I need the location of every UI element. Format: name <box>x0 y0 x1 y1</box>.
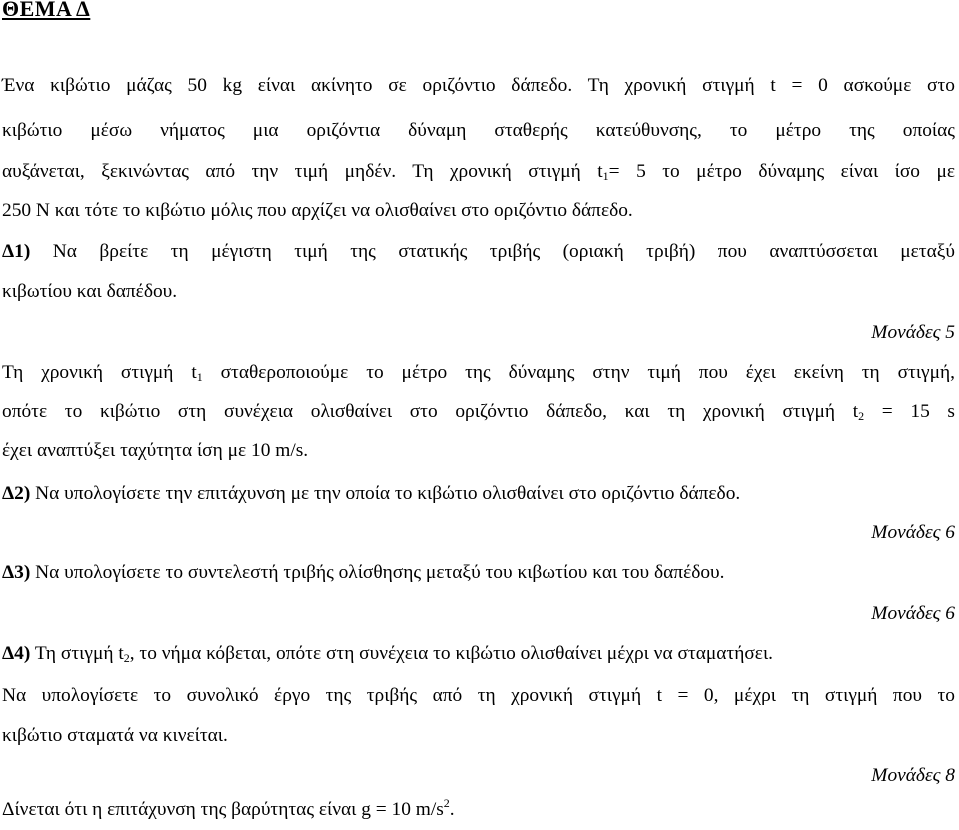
question-d4-line-3: κιβώτιο σταματά να κινείται. <box>2 725 228 746</box>
para2-line-3: έχει αναπτύξει ταχύτητα ίση με 10 m/s. <box>2 440 309 461</box>
intro-line-2: κιβώτιο μέσω νήματος μια οριζόντια δύναμη σταθερής κατεύθυνσης, το μέτρο της οποίας <box>2 120 955 141</box>
question-label: Δ3) <box>2 562 31 583</box>
para2-line-1: Τη χρονική στιγμή $t_1$ σταθεροποιούμε το μέτρο της δύναμης στην τιμή που έχει εκείνη τη στιγμή, <box>2 362 955 384</box>
question-d4-line-2: Να υπολογίσετε το συνολικό έργο της τριβής από τη χρονική στιγμή t = 0, μέχρι τη στιγμή που το <box>2 685 955 706</box>
question-d4: Δ4) Τη στιγμή $t_2$, το νήμα κόβεται, οπότε στη συνέχεια το κιβώτιο ολισθαίνει μέχρι να σταματήσει. <box>2 643 774 665</box>
given-statement: Δίνεται ότι η επιτάχυνση της βαρύτητας είναι g = 10 $m/s^2$. <box>2 796 455 820</box>
intro-line-1: Ένα κιβώτιο μάζας 50 kg είναι ακίνητο σε οριζόντιο δάπεδο. Τη χρονική στιγμή t = 0 ασκούμε στο <box>2 75 955 96</box>
question-label: Δ4) <box>2 643 31 664</box>
question-d1: Δ1) Να βρείτε τη μέγιστη τιμή της στατικής τριβής (οριακή τριβή) που αναπτύσσεται μεταξύ <box>2 241 955 262</box>
marks-d4: Μονάδες 8 <box>871 765 955 786</box>
question-label: Δ2) <box>2 483 31 504</box>
question-d3: Δ3) Να υπολογίσετε το συντελεστή τριβής ολίσθησης μεταξύ του κιβωτίου και του δαπέδου. <box>2 562 725 583</box>
marks-d2: Μονάδες 6 <box>871 522 955 543</box>
marks-d1: Μονάδες 5 <box>871 322 955 343</box>
marks-d3: Μονάδες 6 <box>871 603 955 624</box>
question-d1-line-2: κιβωτίου και δαπέδου. <box>2 281 178 302</box>
para2-line-2: οπότε το κιβώτιο στη συνέχεια ολισθαίνει στο οριζόντιο δάπεδο, και τη χρονική στιγμή $t_2 = 15$ s <box>2 401 955 423</box>
question-d2: Δ2) Να υπολογίσετε την επιτάχυνση με την οποία το κιβώτιο ολισθαίνει στο οριζόντιο δάπεδο. <box>2 483 741 504</box>
page-title: ΘΕΜΑ Δ <box>2 0 91 21</box>
intro-line-3: αυξάνεται, ξεκινώντας από την τιμή μηδέν. Τη χρονική στιγμή $t_1= 5$ το μέτρο δύναμης είναι ίσο με <box>2 161 955 183</box>
question-label: Δ1) <box>2 241 31 262</box>
intro-line-4: 250 N και τότε το κιβώτιο μόλις που αρχίζει να ολισθαίνει στο οριζόντιο δάπεδο. <box>2 200 633 221</box>
